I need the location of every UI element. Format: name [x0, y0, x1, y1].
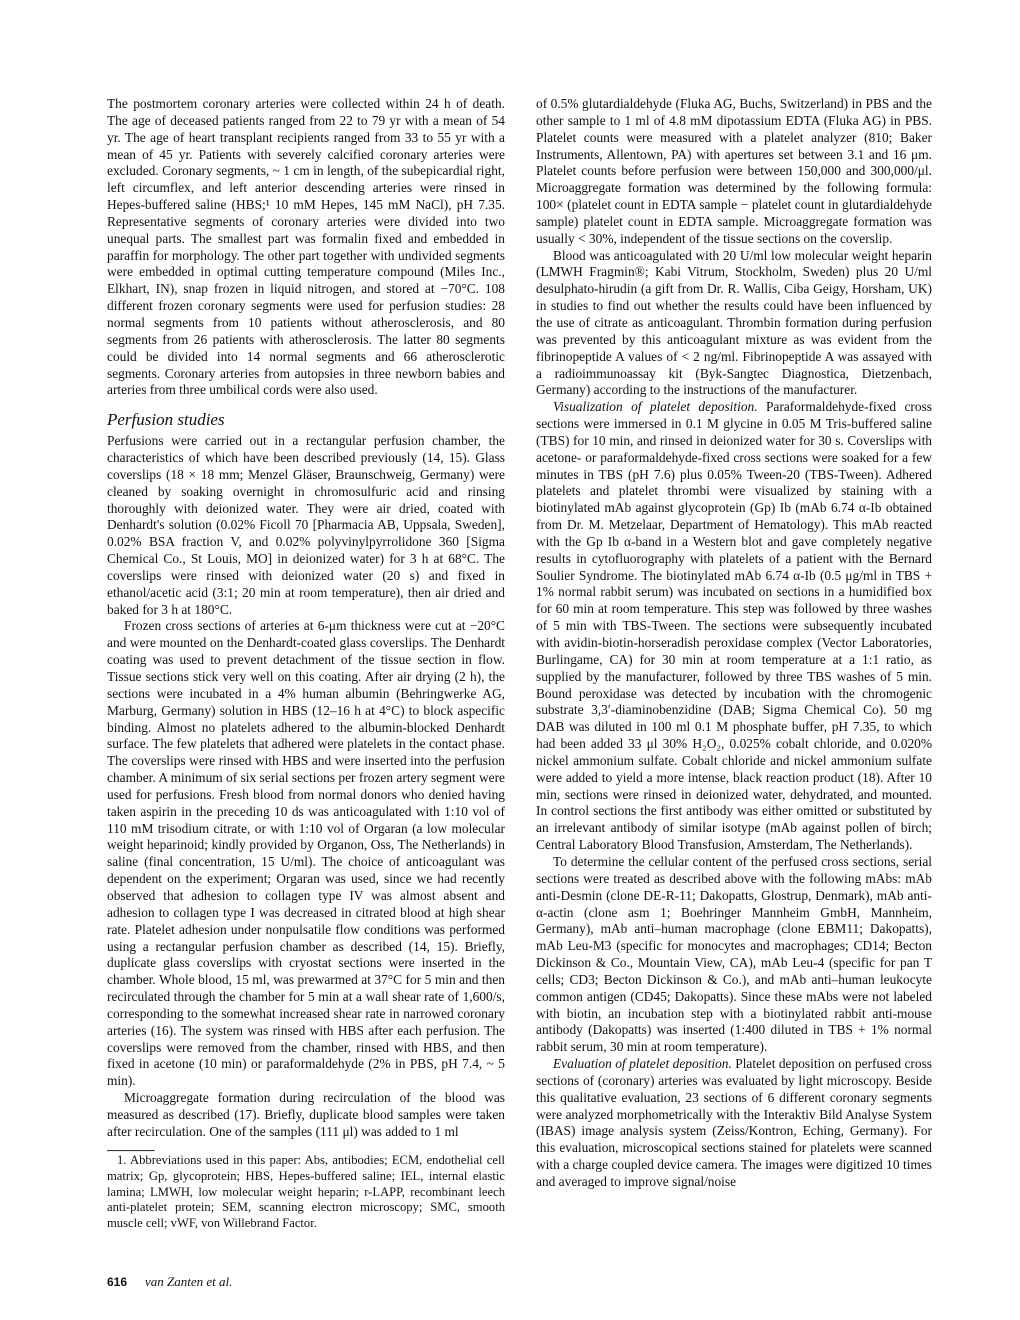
page-number: 616: [107, 1275, 128, 1289]
paragraph-postmortem: The postmortem coronary arteries were collected within 24 h of death. The age of deceased patients ranged from 22 to 79 yr with a mean of 54 yr. The age of heart transplant recipients ranged from 33 to 55 yr with a mean of 45 yr. Patients with severely calcified coronary arteries were excluded. Coronary segments, ~ 1 cm in length, of the subepicardial right, left circumflex, and left anterior descending arteries were rinsed in Hepes-buffered saline (HBS;¹ 10 mM Hepes, 145 mM NaCl), pH 7.35. Representative segments of coronary arteries were divided into two unequal parts. The smallest part was formalin fixed and embedded in paraffin for morphology. The other part together with undivided segments were embedded in optimal cutting temperature compound (Miles Inc., Elkhart, IN), snap frozen in liquid nitrogen, and stored at −70°C. 108 different frozen coronary segments were used for perfusion studies: 28 normal segments from 10 patients without atherosclerosis, and 80 segments from 26 patients with atherosclerosis. The latter 80 segments could be divided into 14 normal segments and 66 atherosclerotic segments. Coronary arteries from autopsies in three newborn babies and arteries from three umbilical cords were also used.: [107, 96, 505, 398]
paragraph-visualization-text: Paraformaldehyde-fixed cross sections were immersed in 0.1 M glycine in 0.05 M Tris-buffered saline (TBS) for 10 min, and rinsed in deionized water for 30 s. Coverslips with acetone- or paraformaldehyde-fixed cross sections were soaked for a few minutes in TBS (pH 7.6) plus 0.05% Tween-20 (TBS-Tween). Adhered platelets and platelet thrombi were visualized by staining with a biotinylated mAb against glycoprotein (Gp) Ib (mAb 6.74 α-Ib obtained from Dr. M. Metzelaar, Department of Hematology). This mAb reacted with the Gp Ib α-band in a Western blot and gave completely negative results in cytofluorography with platelets of a patient with the Bernard Soulier Syndrome. The biotinylated mAb 6.74 α-Ib (0.5 μg/ml in TBS + 1% normal rabbit serum) was incubated on sections in a humidified box for 60 min at room temperature. This step was followed by three washes of 5 min with TBS-Tween. The sections were subsequently incubated with avidin-biotin-horseradish peroxidase complex (Vector Laboratories, Burlingame, CA) for 30 min at room temperature at a 1:1 ratio, as supplied by the manufacturer, followed by three TBS washes of 5 min. Bound peroxidase was detected by incubation with the chromogenic substrate 3,3′-diaminobenzidine (DAB; Sigma Chemical Co). 50 mg DAB was diluted in 100 ml 0.1 M phosphate buffer, pH 7.35, to which had been added 33 μl 30% H₂O₂, 0.025% cobalt chloride, and 0.020% nickel ammonium sulfate. Cobalt chloride and nickel ammonium sulfate were added to yield a more intense, black reaction product (18). After 10 min, sections were rinsed in deionized water, dehydrated, and mounted. In control sections the first antibody was either omitted or substituted by an irrelevant antibody of similar isotype (mAb against pollen of birch; Central Laboratory Blood Transfusion, Amsterdam, The Netherlands).: [536, 399, 933, 853]
footnote-abbreviations: 1. Abbreviations used in this paper: Abs, antibodies; ECM, endothelial cell matrix; Gp, glycoprotein; HBS, Hepes-buffered saline; IEL, internal elastic lamina; LMWH, low molecular weight heparin; r-LAPP, recombinant leech anti-platelet protein; SEM, scanning electron microscopy; SMC, smooth muscle cell; vWF, von Willebrand Factor.: [107, 1153, 505, 1231]
footnote-divider: [107, 1150, 155, 1152]
paragraph-glutardialdehyde: of 0.5% glutardialdehyde (Fluka AG, Buchs, Switzerland) in PBS and the other sample to 1 ml of 4.8 mM dipotassium EDTA (Fluka AG) in PBS. Platelet counts were measured with a platelet analyzer (810; Baker Instruments, Allentown, PA) with apertures set between 3.1 and 16 μm. Platelet counts before perfusion were between 150,000 and 300,000/μl. Microaggregate formation was determined by the following formula: 100× (platelet count in EDTA sample − platelet count in glutardialdehyde sample) platelet count in EDTA sample. Microaggregate formation was usually < 30%, independent of the tissue sections on the coverslip.: [536, 96, 932, 246]
footnote: [107, 1153, 505, 1232]
paragraph-microaggregate: Microaggregate formation during recirculation of the blood was measured as described (17). Briefly, duplicate blood samples were taken after recirculation. One of the samples (111 μl) was added to 1 ml: [107, 1090, 505, 1139]
paragraph-frozen-sections: Frozen cross sections of arteries at 6-μm thickness were cut at −20°C and were mounted on the Denhardt-coated glass coverslips. The Denhardt coating was used to prevent detachment of the tissue section in flow. Tissue sections stick very well on this coating. After air drying (2 h), the sections were incubated in a 4% human albumin (Behringwerke AG, Marburg, Germany) solution in HBS (12–16 h at 4°C) to block aspecific binding. Almost no platelets adhered to the albumin-blocked Denhardt surface. The few platelets that adhered were platelets in the contact phase. The coverslips were rinsed with HBS and were inserted into the perfusion chamber. A minimum of six serial sections per frozen artery segment were used for perfusions. Fresh blood from normal donors who denied having taken aspirin in the preceding 10 ds was anticoagulated with 1:10 vol of 110 mM trisodium citrate, or with 1:10 vol of Orgaran (a low molecular weight heparinoid; kindly provided by Organon, Oss, The Netherlands) in saline (final concentration, 15 U/ml). The choice of anticoagulant was dependent on the experiment; Orgaran was used, since we had recently observed that adhesion to collagen type IV was almost absent and adhesion to collagen type I was decreased in citrated blood at high shear rate. Platelet adhesion under nonpulsatile flow conditions was performed using a rectangular perfusion chamber as described (14, 15). Briefly, duplicate glass coverslips with cryostat sections were inserted in the chamber. Whole blood, 15 ml, was prewarmed at 37°C for 5 min and then recirculated through the chamber for 5 min at a wall shear rate of 1,600/s, corresponding to the somewhat increased shear rate in narrowed coronary arteries (16). The system was rinsed with HBS after each perfusion. The coverslips were removed from the chamber, rinsed with HBS, and then fixed in acetone (10 min) or paraformaldehyde (2% in PBS, pH 7.4, ~ 5 min).: [107, 618, 505, 1089]
section-heading-perfusion-studies: Perfusion studies: [107, 410, 225, 430]
run-in-heading-evaluation: Evaluation of platelet deposition.: [553, 1056, 732, 1072]
running-author: van Zanten et al.: [145, 1274, 233, 1289]
paragraph-evaluation: [536, 1056, 932, 1191]
page-footer: [107, 1274, 507, 1290]
paragraph-anticoagulation: Blood was anticoagulated with 20 U/ml low molecular weight heparin (LMWH Fragmin®; Kabi Vitrum, Stockholm, Sweden) plus 20 U/ml desulphato-hirudin (a gift from Dr. R. Wallis, Ciba Geigy, Horsham, UK) in studies to find out whether the results could have been influenced by the use of citrate as anticoagulant. Thrombin formation during perfusion was prevented by this anticoagulant mixture as was evident from the fibrinopeptide A values of < 2 ng/ml. Fibrinopeptide A was assayed with a radioimmunoassay kit (Byk-Sangtec Diagnostica, Dietzenbach, Germany) according to the instructions of the manufacturer.: [536, 247, 932, 398]
right-column: [536, 96, 932, 1191]
paragraph-perfusion-chamber: Perfusions were carried out in a rectangular perfusion chamber, the characteristics of which have been described previously (14, 15). Glass coverslips (18 × 18 mm; Menzel Gläser, Braunschweig, Germany) were cleaned by soaking overnight in chromosulfuric acid and rinsing thoroughly with deionized water. They were air dried, coated with Denhardt's solution (0.02% Ficoll 70 [Pharmacia AB, Uppsala, Sweden], 0.02% BSA fraction V, and 0.02% polyvinylpyrrolidone 360 [Sigma Chemical Co., St Louis, MO] in deionized water) for 3 h at 68°C. The coverslips were rinsed with deionized water (20 s) and fixed in ethanol/acetic acid (3:1; 20 min at room temperature), then air dried and baked for 3 h at 180°C.: [107, 433, 505, 617]
left-column: [107, 96, 505, 1141]
paragraph-evaluation-text: Platelet deposition on perfused cross sections of (coronary) arteries was evaluated by light microscopy. Beside this qualitative evaluation, 23 sections of 6 different coronary segments were analyzed morphometrically with the Interaktiv Bild Analyse System (IBAS) image analysis system (Zeiss/Kontron, Eching, Germany). For this evaluation, microscopical sections stained for platelets were scanned with a charge coupled device camera. The images were digitized 10 times and averaged to improve signal/noise: [536, 1056, 932, 1189]
run-in-heading-visualization: Visualization of platelet deposition.: [553, 399, 758, 415]
paragraph-visualization: [536, 399, 932, 854]
paragraph-cellular-content: To determine the cellular content of the perfused cross sections, serial sections were treated as described above with the following mAbs: mAb anti-Desmin (clone DE-R-11; Dakopatts, Glostrup, Denmark), mAb anti-α-actin (clone asm 1; Boehringer Mannheim GmbH, Mannheim, Germany), mAb anti–human macrophage (clone EBM11; Dakopatts), mAb Leu-M3 (specific for monocytes and macrophages; CD14; Becton Dickinson & Co., Mountain View, CA), mAb Leu-4 (specific for pan T cells; CD3; Becton Dickinson & Co.), and mAb anti–human leukocyte common antigen (CD45; Dakopatts). Since these mAbs were not labeled with biotin, an incubation step with a biotinylated rabbit anti-mouse antibody (Dakopatts) was inserted (1:400 diluted in TBS + 1% normal rabbit serum, 30 min at room temperature).: [536, 853, 932, 1055]
